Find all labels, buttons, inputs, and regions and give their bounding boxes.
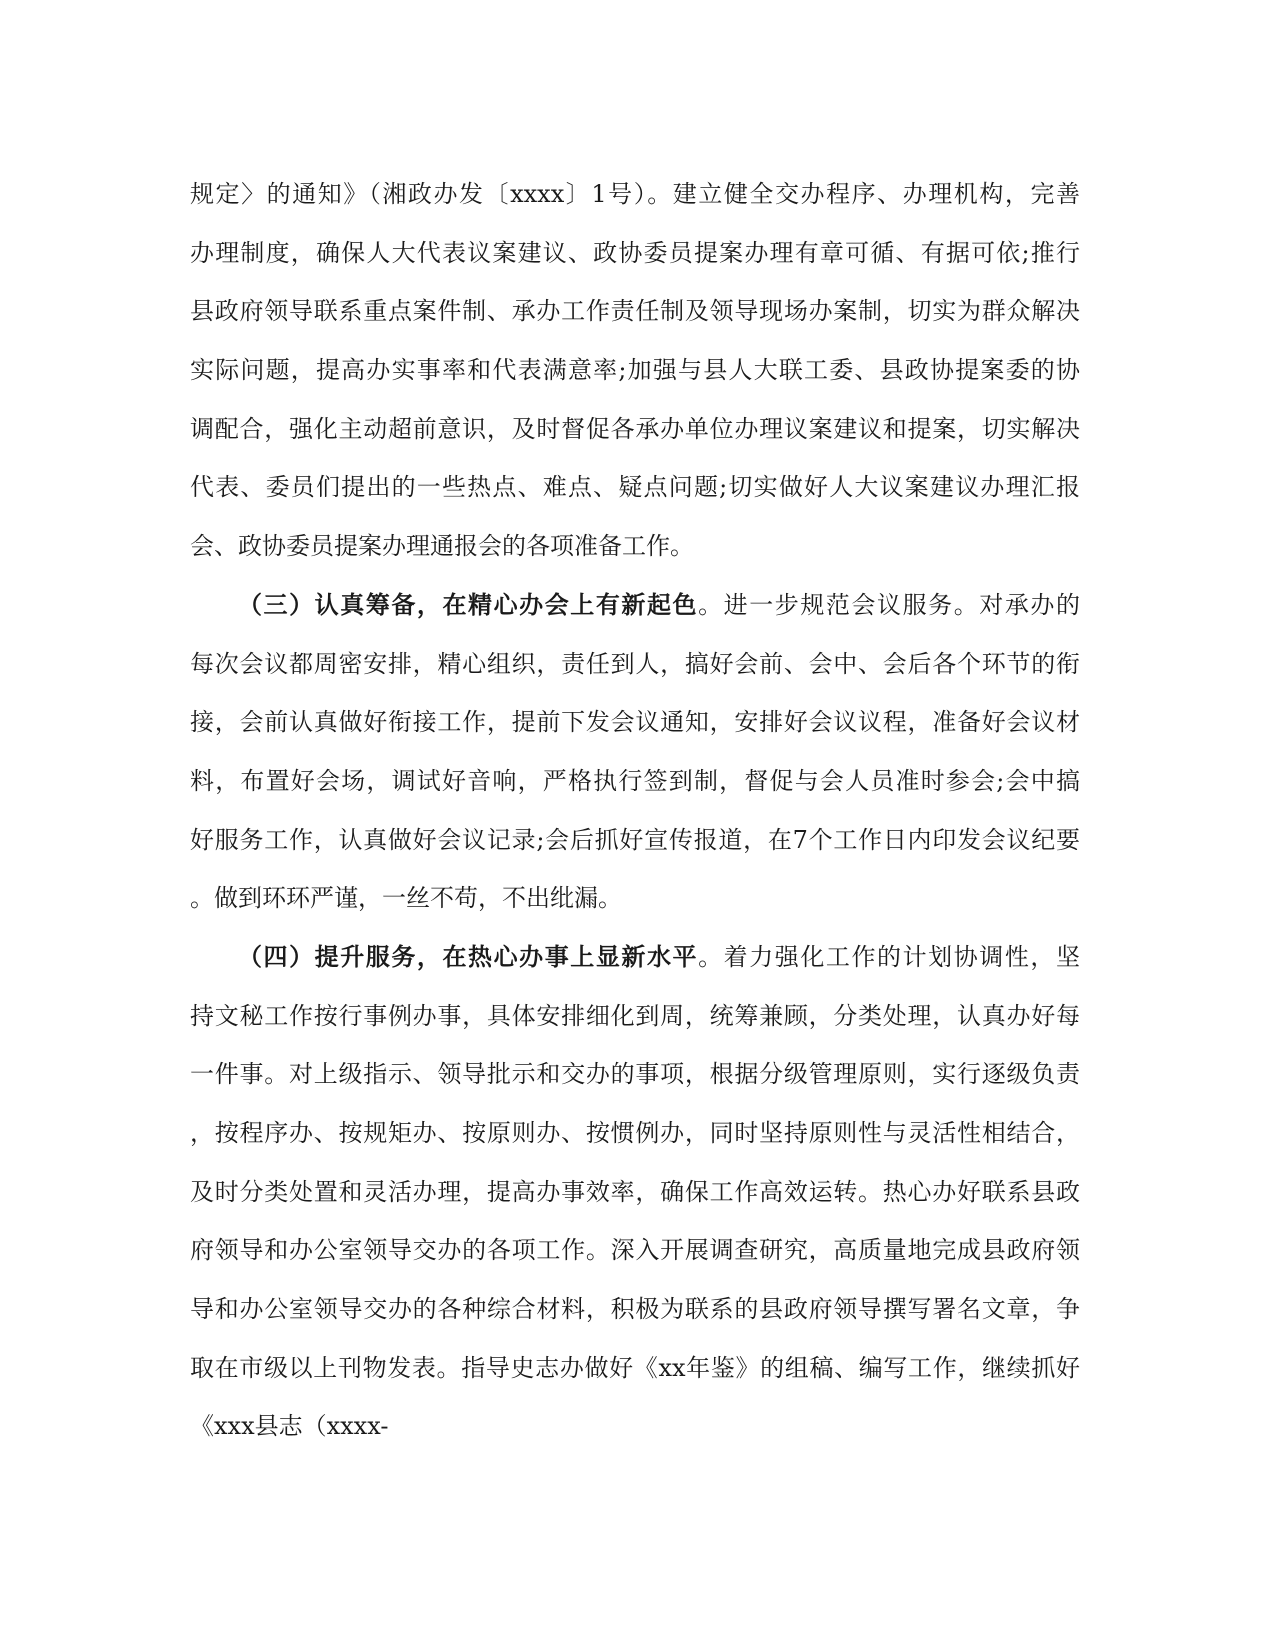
- text-line: 。做到环环严谨，一丝不苟，不出纰漏。: [190, 884, 622, 913]
- text-line: 接，会前认真做好衔接工作，提前下发会议通知，安排好会议议程，准备好会议材: [190, 708, 1080, 737]
- text-line: 实际问题，提高办实事率和代表满意率;加强与县人大联工委、县政协提案委的协: [190, 356, 1080, 385]
- text-line: 取在市级以上刊物发表。指导史志办做好《xx年鉴》的组稿、编写工作，继续抓好: [190, 1353, 1080, 1382]
- text-line: 导和办公室领导交办的各种综合材料，积极为联系的县政府领导撰写署名文章，争: [190, 1295, 1080, 1324]
- text-line: 规定〉的通知》（湘政办发〔xxxx〕1号）。建立健全交办程序、办理机构，完善: [190, 180, 1080, 208]
- text-line: 一件事。对上级指示、领导批示和交办的事项，根据分级管理原则，实行逐级负责: [190, 1060, 1080, 1089]
- text-line: 办理制度，确保人大代表议案建议、政协委员提案办理有章可循、有据可依;推行: [190, 238, 1080, 267]
- section-heading-three: （三）认真筹备，在精心办会上有新起色: [238, 589, 699, 619]
- section-three-intro: 。进一步规范会议服务。对承办的: [698, 590, 1080, 619]
- section-four-intro: 。着力强化工作的计划协调性，坚: [698, 942, 1080, 971]
- text-line: 调配合，强化主动超前意识，及时督促各承办单位办理议案建议和提案，切实解决: [190, 414, 1080, 443]
- text-line: 及时分类处置和灵活办理，提高办事效率，确保工作高效运转。热心办好联系县政: [190, 1177, 1080, 1206]
- text-line: 会、政协委员提案办理通报会的各项准备工作。: [190, 532, 694, 561]
- text-line: 《xxx县志（xxxx-: [190, 1412, 389, 1441]
- text-line: 代表、委员们提出的一些热点、难点、疑点问题;切实做好人大议案建议办理汇报: [190, 473, 1080, 502]
- text-line: 料，布置好会场，调试好音响，严格执行签到制，督促与会人员准时参会;会中搞: [190, 766, 1080, 795]
- text-line: 每次会议都周密安排，精心组织，责任到人，搞好会前、会中、会后各个环节的衔: [190, 649, 1080, 678]
- section-heading-four: （四）提升服务，在热心办事上显新水平: [238, 941, 699, 971]
- text-line: ，按程序办、按规矩办、按原则办、按惯例办，同时坚持原则性与灵活性相结合，: [190, 1119, 1080, 1147]
- text-line: 好服务工作，认真做好会议记录;会后抓好宣传报道，在7个工作日内印发会议纪要: [190, 825, 1080, 854]
- text-line: 持文秘工作按行事例办事，具体安排细化到周，统筹兼顾，分类处理，认真办好每: [190, 1001, 1080, 1030]
- section-three-first-line: [190, 576, 1080, 635]
- text-line: 府领导和办公室领导交办的各项工作。深入开展调查研究，高质量地完成县政府领: [190, 1236, 1080, 1265]
- document-body: [190, 165, 1080, 1456]
- section-four-first-line: [190, 928, 1080, 987]
- text-line: 县政府领导联系重点案件制、承办工作责任制及领导现场办案制，切实为群众解决: [190, 297, 1080, 326]
